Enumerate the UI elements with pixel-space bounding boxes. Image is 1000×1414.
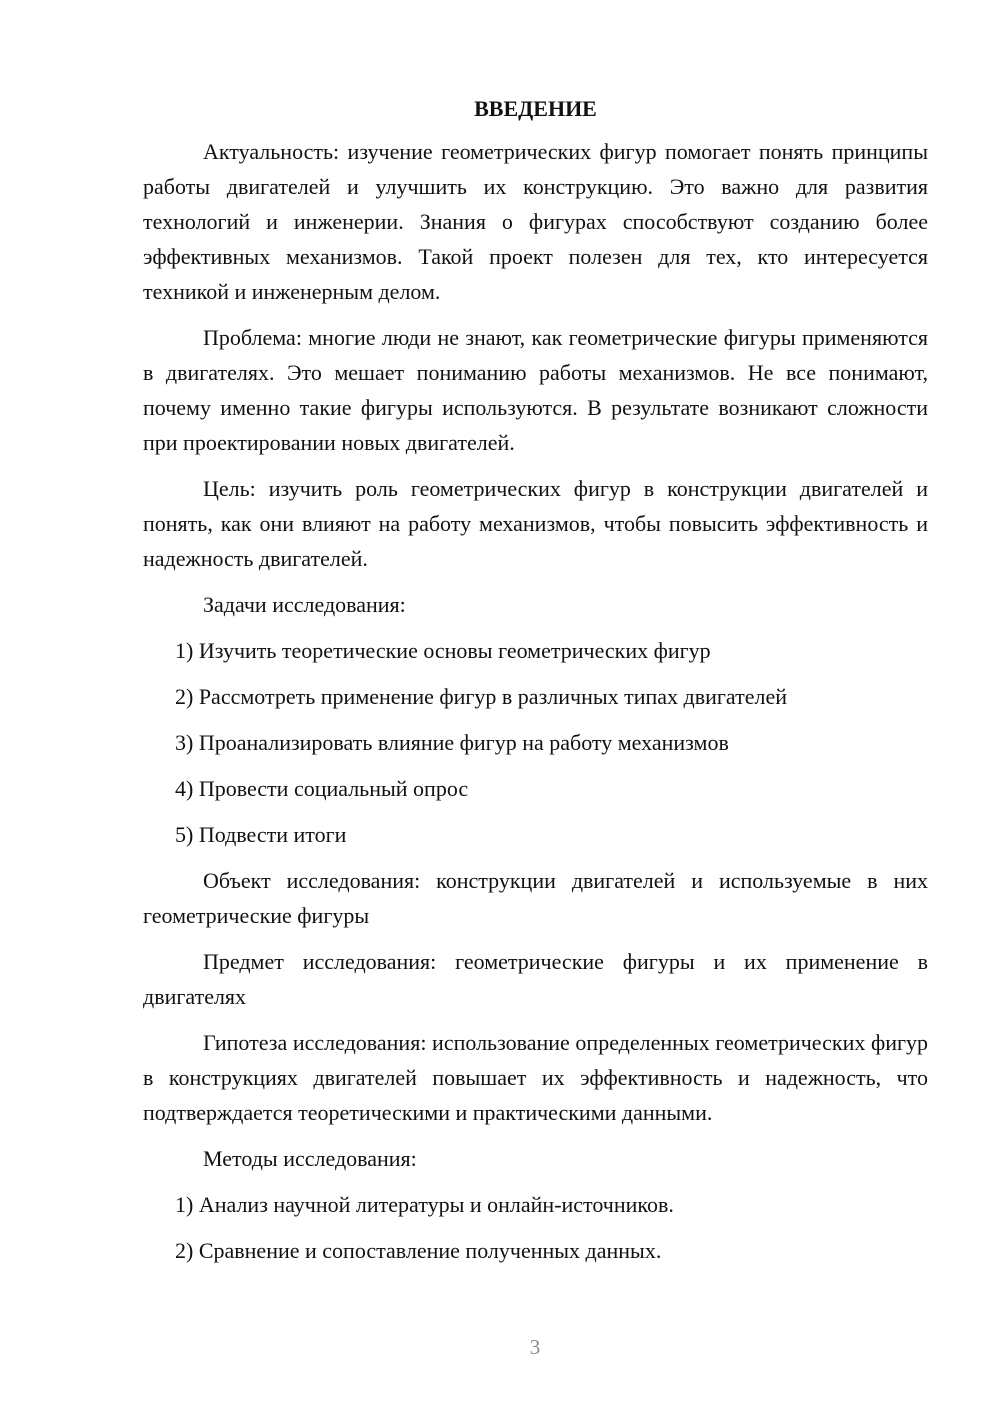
tasks-label: Задачи исследования: [203, 592, 406, 617]
page-number: 3 [529, 1335, 541, 1359]
relevance-paragraph: Актуальность: изучение геометрических фигур помогает понять принципы работы двигателей и улучшить их конструкцию. Это важно для развития технологий и инженерии. Знания о фигурах способствуют созданию более эффективных механизмов. Такой проект полезен для тех, кто интересуется техникой и инженерным делом. [143, 139, 928, 304]
problem-paragraph: Проблема: многие люди не знают, как геометрические фигуры применяются в двигателях. Это мешает пониманию работы механизмов. Не все понимают, почему именно такие фигуры используются. В результате возникают сложности при проектировании новых двигателей. [143, 325, 928, 455]
hypothesis-paragraph: Гипотеза исследования: использование определенных геометрических фигур в конструкциях двигателей повышает их эффективность и надежность, что подтверждается теоретическими и практическими данными. [143, 1030, 928, 1125]
task-item: 3) Проанализировать влияние фигур на работу механизмов [175, 730, 729, 755]
subject-paragraph: Предмет исследования: геометрические фигуры и их применение в двигателях [143, 949, 928, 1009]
object-paragraph: Объект исследования: конструкции двигателей и используемые в них геометрические фигуры [143, 868, 928, 928]
task-item: 5) Подвести итоги [175, 822, 347, 847]
goal-paragraph: Цель: изучить роль геометрических фигур в конструкции двигателей и понять, как они влияют на работу механизмов, чтобы повысить эффективность и надежность двигателей. [143, 476, 928, 571]
methods-label: Методы исследования: [203, 1146, 417, 1171]
task-item: 4) Провести социальный опрос [175, 776, 469, 801]
method-item: 2) Сравнение и сопоставление полученных данных. [175, 1238, 662, 1263]
tasks-list [143, 633, 928, 852]
methods-list [143, 1187, 928, 1268]
page-content [143, 92, 928, 1279]
method-item: 1) Анализ научной литературы и онлайн-источников. [175, 1192, 674, 1217]
page-heading: ВВЕДЕНИЕ [474, 96, 597, 121]
task-item: 2) Рассмотреть применение фигур в различных типах двигателей [175, 684, 788, 709]
task-item: 1) Изучить теоретические основы геометрических фигур [175, 638, 711, 663]
